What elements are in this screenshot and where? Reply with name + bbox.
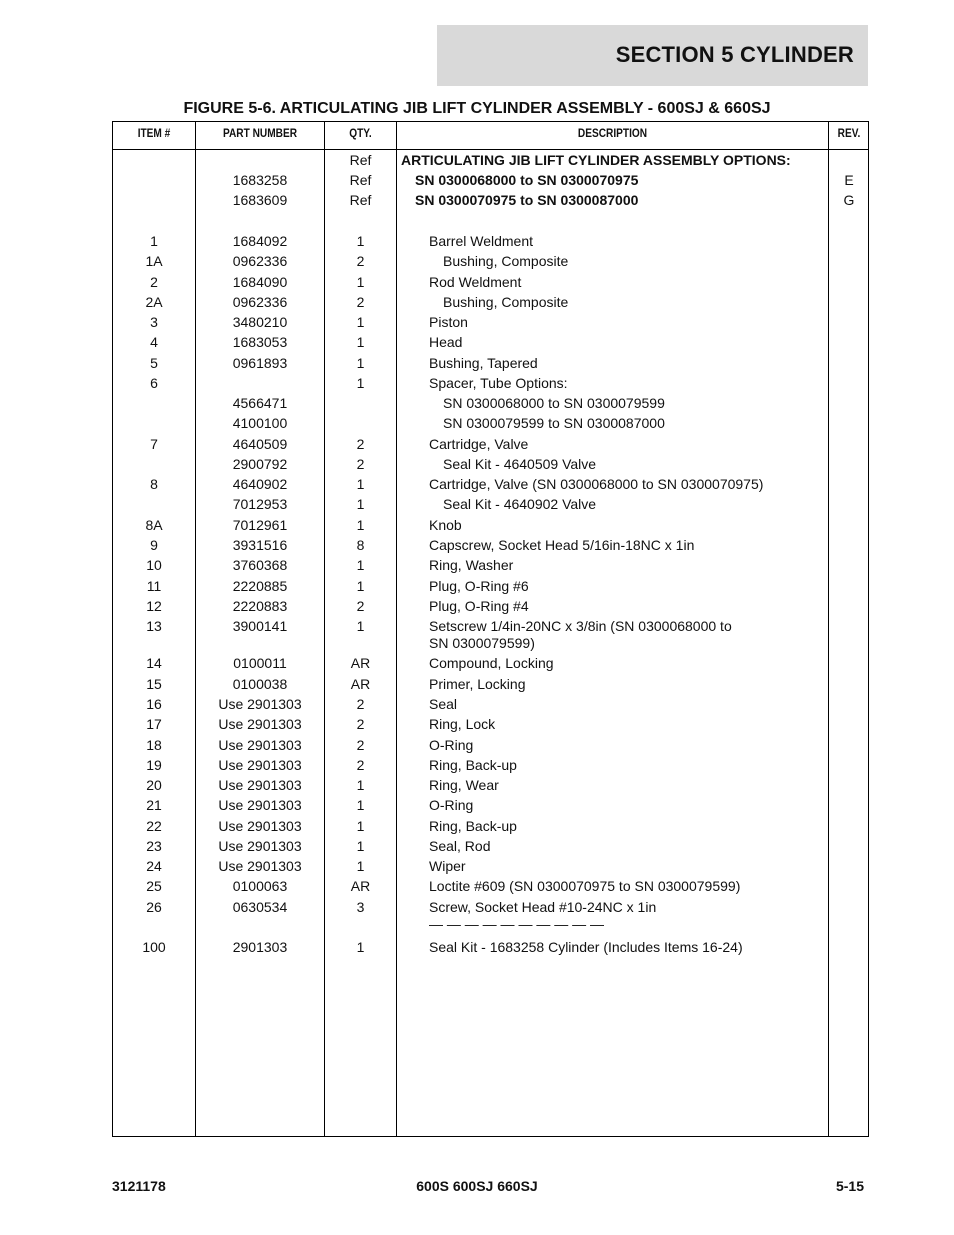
description-continuation: — — — — — — — — — — xyxy=(429,916,605,932)
item-cell: 22 xyxy=(146,818,162,834)
part-number-cell: Use 2901303 xyxy=(218,838,302,854)
table-row xyxy=(113,232,868,250)
description-cell: Bushing, Composite xyxy=(443,294,569,310)
table-header xyxy=(113,122,868,150)
table-row xyxy=(113,837,868,855)
qty-cell: 1 xyxy=(356,818,365,834)
table-row xyxy=(113,898,868,932)
qty-cell: 1 xyxy=(356,618,365,634)
part-number-cell: 0100063 xyxy=(232,878,288,894)
table-row xyxy=(113,495,868,513)
table-row xyxy=(113,556,868,574)
item-cell: 2A xyxy=(145,294,163,310)
figure-title: FIGURE 5-6. ARTICULATING JIB LIFT CYLINDER ASSEMBLY - 600SJ & 660SJ xyxy=(183,100,771,117)
table-row xyxy=(113,817,868,835)
qty-cell: 1 xyxy=(356,314,365,330)
table-row xyxy=(113,577,868,595)
description-cell: Head xyxy=(429,334,463,350)
table-row xyxy=(113,654,868,672)
item-cell: 4 xyxy=(150,334,158,350)
description-cell: Ring, Lock xyxy=(429,716,496,732)
section-header-band xyxy=(437,25,868,86)
description-cell: Bushing, Tapered xyxy=(429,355,538,371)
table-row xyxy=(113,293,868,311)
table-row xyxy=(113,756,868,774)
item-cell: 7 xyxy=(150,436,158,452)
table-row xyxy=(113,796,868,814)
column-header-qty: QTY. xyxy=(349,128,372,140)
description-cell: Loctite #609 (SN 0300070975 to SN 0300079599) xyxy=(429,878,741,894)
part-number-cell: Use 2901303 xyxy=(218,757,302,773)
description-cell: Seal Kit - 4640509 Valve xyxy=(443,456,597,472)
part-number-cell: 7012961 xyxy=(232,517,288,533)
part-number-cell: 1683053 xyxy=(232,334,288,350)
qty-cell: 2 xyxy=(356,757,365,773)
description-cell: Cartridge, Valve (SN 0300068000 to SN 0300070975) xyxy=(429,476,764,492)
item-cell: 8 xyxy=(150,476,158,492)
qty-cell: AR xyxy=(350,878,371,894)
part-number-cell: 3480210 xyxy=(232,314,288,330)
table-row xyxy=(113,191,868,209)
rev-cell: E xyxy=(844,172,854,188)
table-row xyxy=(113,715,868,733)
description-cell: Ring, Back-up xyxy=(429,757,517,773)
table-row xyxy=(113,151,868,169)
qty-cell: Ref xyxy=(349,192,372,208)
table-row xyxy=(113,675,868,693)
part-number-cell: Use 2901303 xyxy=(218,818,302,834)
item-cell: 17 xyxy=(146,716,162,732)
table-row xyxy=(113,374,868,392)
item-cell: 25 xyxy=(146,878,162,894)
description-cell: SN 0300079599 to SN 0300087000 xyxy=(443,415,665,431)
table-row xyxy=(113,736,868,754)
description-continuation: SN 0300079599) xyxy=(429,635,535,651)
item-cell: 15 xyxy=(146,676,162,692)
qty-cell: Ref xyxy=(349,152,372,168)
qty-cell: 8 xyxy=(356,537,365,553)
item-cell: 9 xyxy=(150,537,158,553)
description-cell: Ring, Back-up xyxy=(429,818,517,834)
qty-cell: 1 xyxy=(356,578,365,594)
item-cell: 19 xyxy=(146,757,162,773)
qty-cell: 1 xyxy=(356,858,365,874)
part-number-cell: 2220883 xyxy=(232,598,288,614)
description-cell: Compound, Locking xyxy=(429,655,554,671)
part-number-cell: 0961893 xyxy=(232,355,288,371)
description-cell: O-Ring xyxy=(429,797,474,813)
parts-table xyxy=(112,121,869,1137)
qty-cell: 2 xyxy=(356,716,365,732)
table-row xyxy=(113,516,868,534)
part-number-cell: 4640902 xyxy=(232,476,288,492)
item-cell: 23 xyxy=(146,838,162,854)
qty-cell: 1 xyxy=(356,274,365,290)
item-cell: 2 xyxy=(150,274,158,290)
qty-cell: 1 xyxy=(356,334,365,350)
part-number-cell: 0100011 xyxy=(233,655,287,671)
part-number-cell: 1684090 xyxy=(232,274,288,290)
qty-cell: AR xyxy=(350,655,371,671)
part-number-cell: Use 2901303 xyxy=(218,696,302,712)
table-row xyxy=(113,536,868,554)
rev-cell: G xyxy=(843,192,855,208)
qty-cell: 2 xyxy=(356,598,365,614)
table-row xyxy=(113,313,868,331)
qty-cell: Ref xyxy=(349,172,372,188)
description-cell: Capscrew, Socket Head 5/16in-18NC x 1in xyxy=(429,537,695,553)
description-cell: Ring, Wear xyxy=(429,777,499,793)
description-cell: Seal Kit - 1683258 Cylinder (Includes Items 16-24) xyxy=(429,939,743,955)
item-cell: 12 xyxy=(146,598,162,614)
part-number-cell: 2220885 xyxy=(232,578,288,594)
qty-cell: 1 xyxy=(356,557,365,573)
qty-cell: 1 xyxy=(356,355,365,371)
qty-cell: 1 xyxy=(356,233,365,249)
description-cell: SN 0300068000 to SN 0300070975 xyxy=(415,172,639,188)
qty-cell: 2 xyxy=(356,253,365,269)
column-header-description: DESCRIPTION xyxy=(577,128,648,140)
table-row xyxy=(113,938,868,956)
table-row xyxy=(113,455,868,473)
item-cell: 3 xyxy=(150,314,158,330)
part-number-cell: Use 2901303 xyxy=(218,797,302,813)
table-row xyxy=(113,252,868,270)
qty-cell: 2 xyxy=(356,696,365,712)
description-cell: Ring, Washer xyxy=(429,557,514,573)
description-cell: Plug, O-Ring #6 xyxy=(429,578,529,594)
item-cell: 11 xyxy=(146,578,162,594)
table-row xyxy=(113,877,868,895)
part-number-cell: 7012953 xyxy=(232,496,288,512)
item-cell: 24 xyxy=(146,858,162,874)
item-cell: 14 xyxy=(146,655,162,671)
footer-doc-number: 3121178 xyxy=(112,1178,166,1194)
part-number-cell: 1683609 xyxy=(232,192,288,208)
description-cell: Primer, Locking xyxy=(429,676,526,692)
qty-cell: 1 xyxy=(356,838,365,854)
description-cell: Piston xyxy=(429,314,468,330)
part-number-cell: 3760368 xyxy=(232,557,288,573)
description-cell: Knob xyxy=(429,517,462,533)
qty-cell: 1 xyxy=(356,777,365,793)
item-cell: 1A xyxy=(145,253,163,269)
item-cell: 20 xyxy=(146,777,162,793)
description-cell: Seal Kit - 4640902 Valve xyxy=(443,496,597,512)
part-number-cell: Use 2901303 xyxy=(218,777,302,793)
column-header-item: ITEM # xyxy=(137,128,171,140)
part-number-cell: 2900792 xyxy=(232,456,288,472)
footer-page-number: 5-15 xyxy=(835,1178,864,1194)
qty-cell: 1 xyxy=(356,797,365,813)
table-row xyxy=(113,776,868,794)
description-cell: Cartridge, Valve xyxy=(429,436,529,452)
description-cell: SN 0300070975 to SN 0300087000 xyxy=(415,192,639,208)
part-number-cell: 0962336 xyxy=(232,294,288,310)
item-cell: 100 xyxy=(142,939,166,955)
table-row xyxy=(113,857,868,875)
item-cell: 6 xyxy=(150,375,158,391)
qty-cell: AR xyxy=(350,676,371,692)
table-row xyxy=(113,475,868,493)
description-cell: Barrel Weldment xyxy=(429,233,534,249)
table-row xyxy=(113,597,868,615)
item-cell: 16 xyxy=(146,696,162,712)
item-cell: 10 xyxy=(146,557,162,573)
qty-cell: 2 xyxy=(356,436,365,452)
item-cell: 8A xyxy=(145,517,163,533)
table-row xyxy=(113,617,868,651)
part-number-cell: Use 2901303 xyxy=(218,737,302,753)
table-row xyxy=(113,435,868,453)
table-row xyxy=(113,414,868,432)
footer-models: 600S 600SJ 660SJ xyxy=(416,1178,538,1194)
part-number-cell: 2901303 xyxy=(232,939,288,955)
table-row xyxy=(113,333,868,351)
part-number-cell: Use 2901303 xyxy=(218,716,302,732)
description-cell: Seal, Rod xyxy=(429,838,491,854)
qty-cell: 1 xyxy=(356,939,365,955)
part-number-cell: 3931516 xyxy=(232,537,288,553)
part-number-cell: 4100100 xyxy=(232,415,288,431)
part-number-cell: 4640509 xyxy=(232,436,288,452)
description-cell: ARTICULATING JIB LIFT CYLINDER ASSEMBLY OPTIONS: xyxy=(401,152,791,168)
part-number-cell: Use 2901303 xyxy=(218,858,302,874)
qty-cell: 2 xyxy=(356,294,365,310)
column-header-part-number: PART NUMBER xyxy=(222,128,298,140)
description-cell: Screw, Socket Head #10-24NC x 1in xyxy=(429,899,657,915)
description-cell: Rod Weldment xyxy=(429,274,522,290)
table-row xyxy=(113,394,868,412)
qty-cell: 1 xyxy=(356,496,365,512)
qty-cell: 1 xyxy=(356,476,365,492)
part-number-cell: 0962336 xyxy=(232,253,288,269)
table-row xyxy=(113,354,868,372)
table-row xyxy=(113,273,868,291)
part-number-cell: 1684092 xyxy=(232,233,288,249)
table-row xyxy=(113,695,868,713)
item-cell: 26 xyxy=(146,899,162,915)
qty-cell: 1 xyxy=(356,375,365,391)
part-number-cell: 4566471 xyxy=(232,395,288,411)
part-number-cell: 0100038 xyxy=(232,676,288,692)
description-cell: O-Ring xyxy=(429,737,474,753)
description-cell: Wiper xyxy=(429,858,466,874)
qty-cell: 2 xyxy=(356,456,365,472)
qty-cell: 3 xyxy=(356,899,365,915)
description-cell: Setscrew 1/4in-20NC x 3/8in (SN 0300068000 to xyxy=(429,618,732,634)
section-title: SECTION 5 CYLINDER xyxy=(615,42,854,67)
item-cell: 13 xyxy=(146,618,162,634)
column-header-rev: REV. xyxy=(837,128,861,140)
item-cell: 21 xyxy=(146,797,162,813)
description-cell: Plug, O-Ring #4 xyxy=(429,598,529,614)
part-number-cell: 0630534 xyxy=(232,899,288,915)
part-number-cell: 3900141 xyxy=(232,618,288,634)
item-cell: 18 xyxy=(146,737,162,753)
table-row xyxy=(113,171,868,189)
description-cell: SN 0300068000 to SN 0300079599 xyxy=(443,395,665,411)
item-cell: 1 xyxy=(150,233,158,249)
item-cell: 5 xyxy=(150,355,158,371)
qty-cell: 2 xyxy=(356,737,365,753)
qty-cell: 1 xyxy=(356,517,365,533)
description-cell: Seal xyxy=(429,696,458,712)
part-number-cell: 1683258 xyxy=(232,172,288,188)
description-cell: Spacer, Tube Options: xyxy=(429,375,568,391)
description-cell: Bushing, Composite xyxy=(443,253,569,269)
